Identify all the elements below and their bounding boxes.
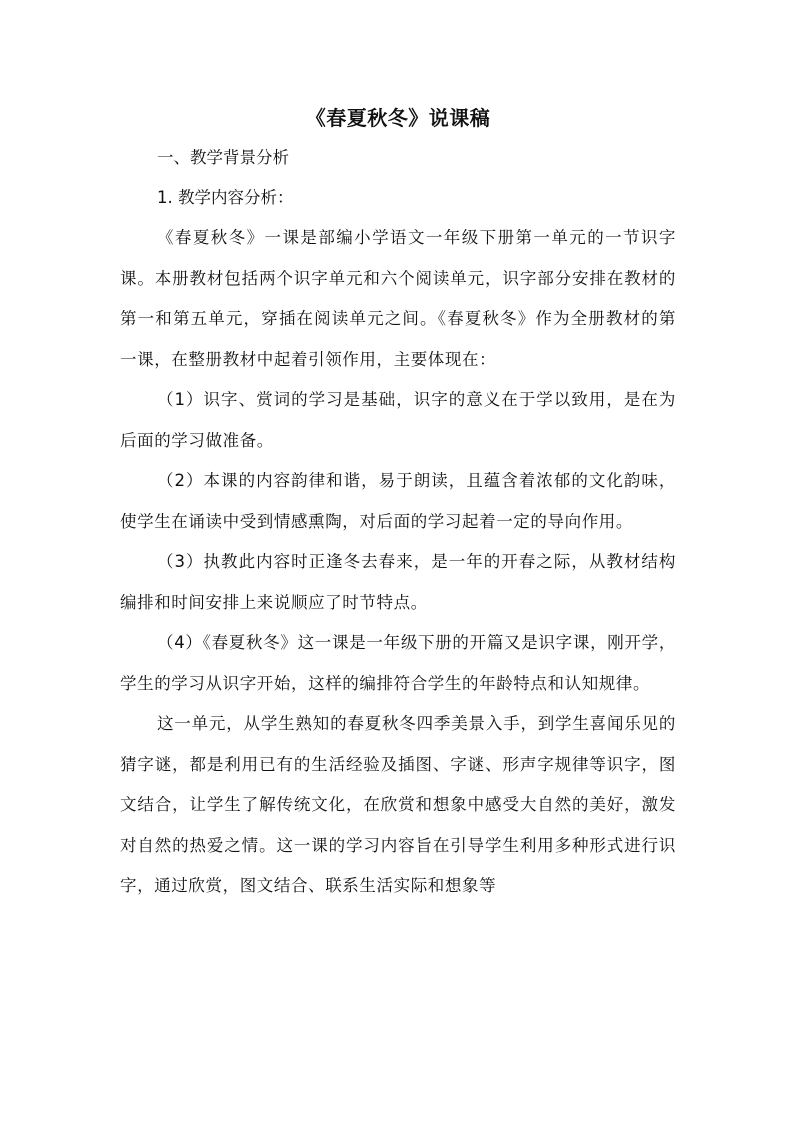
document-title: 《春夏秋冬》说课稿 bbox=[305, 106, 491, 130]
paragraph-point-2: （2）本课的内容韵律和谐，易于朗读，且蕴含着浓郁的文化韵味，使学生在诵读中受到情感熏陶，对后面的学习起着一定的导向作用。 bbox=[120, 471, 676, 531]
section-heading: 一、教学背景分析 bbox=[157, 148, 289, 167]
paragraph-unit-summary: 这一单元，从学生熟知的春夏秋冬四季美景入手，到学生喜闻乐见的猜字谜，都是利用已有的生活经验及插图、字谜、形声字规律等识字，图文结合，让学生了解传统文化，在欣赏和想象中感受大自然的美好，激发对自然的热爱之情。这一课的学习内容旨在引导学生利用多种形式进行识字，通过欣赏，图文结合、联系生活实际和想象等 bbox=[120, 714, 676, 895]
document-page bbox=[120, 98, 676, 907]
paragraph-point-1: （1）识字、赏词的学习是基础，识字的意义在于学以致用，是在为后面的学习做准备。 bbox=[120, 390, 676, 450]
subsection-heading: 1. 教学内容分析： bbox=[157, 188, 294, 207]
paragraph-point-3: （3）执教此内容时正逢冬去春来，是一年的开春之际，从教材结构编排和时间安排上来说顺应了时节特点。 bbox=[120, 552, 676, 612]
paragraph-intro: 《春夏秋冬》一课是部编小学语文一年级下册第一单元的一节识字课。本册教材包括两个识字单元和六个阅读单元，识字部分安排在教材的第一和第五单元，穿插在阅读单元之间。《春夏秋冬》作为全册教材的第一课，在整册教材中起着引领作用，主要体现在： bbox=[120, 228, 676, 369]
paragraph-point-4: （4）《春夏秋冬》这一课是一年级下册的开篇又是识字课，刚开学，学生的学习从识字开始，这样的编排符合学生的年龄特点和认知规律。 bbox=[120, 633, 676, 693]
